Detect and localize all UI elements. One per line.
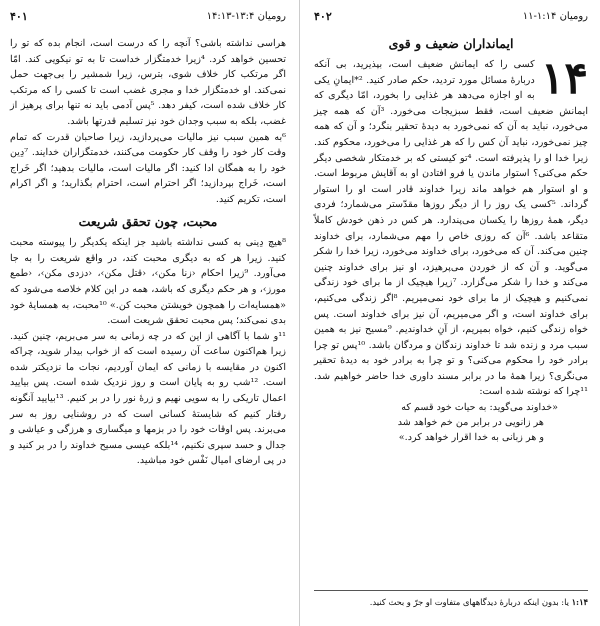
left-paragraph-4: ¹¹و شما با آگاهی از این که در چه زمانی به سر می‌بریم، چنین کنید. زیرا هم‌اکنون ساعت آن رسیده است که از خواب بیدار شوید، چراکه اکنون در مقایسه با زمانی که ایمان آوردیم، نجات ما نزدیکتر شده است. ¹²شب رو به پایان است و روز نزدیک شده است. پس بیایید اعمال تاریکی را به سویی نهیم و زرهٔ نور را در بر کنیم. ¹³بیایید آنگونه رفتار کنیم که شایستهٔ کسانی است که در روشنایی روز به سر می‌برند. پس اوقات خود را در بزمها و میگساری و هرزگی و عیاشی و جدال و حسد سپری نکنیم، ¹⁴بلکه عیسی مسیح خداوند را در بر کنید و در پی ارضای امیال نَفْس خود مباشید.	[10, 330, 287, 467]
right-running-head: رومیان ۱:۱۴-۱۱	[522, 10, 588, 22]
left-page-number: ۴۰۱	[10, 9, 28, 23]
right-page-body	[314, 53, 589, 400]
right-page-header	[314, 8, 588, 24]
quotation-poem	[314, 400, 588, 445]
left-paragraph-3: ⁸هیچ دِینی به کسی نداشته باشید جز اینکه یکدیگر را پیوسته محبت کنید. زیرا هر که به دیگری محبت کند، در واقع شریعت را به جا می‌آورد. ⁹زیرا احکام ‹زنا مکن›، ‹قتل مکن›، ‹دزدی مکن›، ‹طمع مورز›، و هر حکم دیگری که باشد، همه در این کلام خلاصه می‌شود که «همسایه‌ات را همچون خویشتن محبت کن.» ¹⁰محبت، به همسایهٔ خود بدی نمی‌کند؛ پس محبت تحقق شریعت است.	[10, 237, 286, 327]
right-section-heading: ایمانداران ضعیف و قوی	[388, 36, 514, 51]
footnote-divider	[314, 590, 588, 591]
right-page-number: ۴۰۲	[314, 9, 332, 23]
chapter-number: ۱۴	[540, 53, 588, 104]
left-section-heading: محبت، چون تحقق شریعت	[78, 213, 218, 229]
footnote-text: یا: بدون اینکه دربارهٔ دیدگاههای متفاوت او جرّ و بحث کنید.	[369, 597, 569, 607]
left-paragraph-2: ⁶به همین سبب نیز مالیات می‌پردازید، زیرا صاحبان قدرت که تمام وقت کار خود را وقف کار حکومت می‌کنند، خدمتگزاران خدایند. ⁷دِین خود را به همگان ادا کنید: اگر مالیات است، مالیات بدهید؛ اگر خَراج است، خَراج بپردازید؛ اگر احترام است، احترام بگذارید؛ و اگر اکرام است، تکریم کنید.	[10, 131, 286, 205]
poem-line: هر زانویی در برابر من خم خواهد شد	[397, 417, 544, 429]
right-page	[300, 0, 600, 626]
poem-line: «خداوند می‌گوید: به حیات خود قسم که	[401, 402, 558, 414]
left-running-head: رومیان ۱۳:۴-۱۴:۱۳	[206, 10, 286, 22]
left-page-header	[10, 8, 286, 24]
footnote-reference: ۱:۱۴	[571, 597, 588, 607]
left-page-body	[10, 36, 286, 469]
left-paragraph-1: هراسی نداشته باشی؟ آنچه را که درست است، انجام بده که تو را تحسین خواهد کرد. ⁴زیرا خدمتگزار خداست تا به تو نیکویی کند. امّا اگر مرتکب کار خلاف شوی، بترس، زیرا شمشیر را بی‌جهت حمل نمی‌کند. او خدمتگزار خدا و مجری غضب است تا کسی را که مرتکب کار خلاف شده است، کیفر دهد. ⁵پس آدمی باید نه تنها برای پرهیز از غضب، بلکه به سبب وجدان خود نیز تسلیم قدرتها باشد.	[10, 38, 286, 127]
footnote	[314, 596, 588, 608]
poem-line: و هر زبانی به خدا اقرار خواهد کرد.»	[398, 432, 544, 444]
right-paragraph-1: کسی را که ایمانش ضعیف است، بپذیرید، بی آنکه دربارهٔ مسائل مورد تردید، حکم صادر کنید. ²*ایمانِ یکی به او اجازه می‌دهد هر غذایی را بخورد، امّا دیگری که ایمانش ضعیف است، فقط سبزیجات می‌خورد. ³آن که همه چیز می‌خورد، نباید به آن که نمی‌خورد به دیدهٔ تحقیر بنگرد؛ و آن که همه چیز نمی‌خورد، نباید آن کس را که هر غذایی را می‌خورد، محکوم کند. زیرا خدا او را پذیرفته است. ⁴تو کیستی که بر خدمتکار شخصی دیگر حکم می‌کنی؟ استوار ماندن یا فرو افتادن او به آقایش مربوط است. و او استوار هم خواهد ماند زیرا خداوند قادر است او را استوار گرداند. ⁵کسی یک روز را از دیگر روزها مقدّستر می‌شمارد؛ فردی دیگر، همهٔ روزها را یکسان می‌پندارد. هر کس در ذهن خودش کاملاً متقاعد باشد. ⁶آن که روزی خاص را مهم می‌شمارد، برای خداوند چنین می‌کند. آن که می‌خورد، برای خداوند می‌خورد، زیرا خدا را شکر می‌گوید. و آن که از خوردن می‌پرهیزد، او نیز برای خداوند چنین می‌کند و خدا را شکر می‌گزارد. ⁷زیرا هیچیک از ما برای خود زندگی نمی‌کنیم و هیچیک از ما برای خود نمی‌میریم. ⁸اگر زندگی می‌کنیم، برای خداوند است، و اگر می‌میریم، آن نیز برای خداوند است. پس خواه زندگی کنیم، خواه بمیریم، از آنِ خداوندیم. ⁹مسیح نیز به همین سبب مرد و زنده شد تا خداوند زندگان و مردگان باشد. ¹⁰پس تو چرا برادر خود را محکوم می‌کنی؟ و تو چرا به برادر خود به دیدهٔ تحقیر می‌نگری؟ زیرا همهٔ ما در برابر مسند داوری خدا حاضر خواهیم شد. ¹¹چرا که نوشته شده است:	[314, 59, 589, 398]
